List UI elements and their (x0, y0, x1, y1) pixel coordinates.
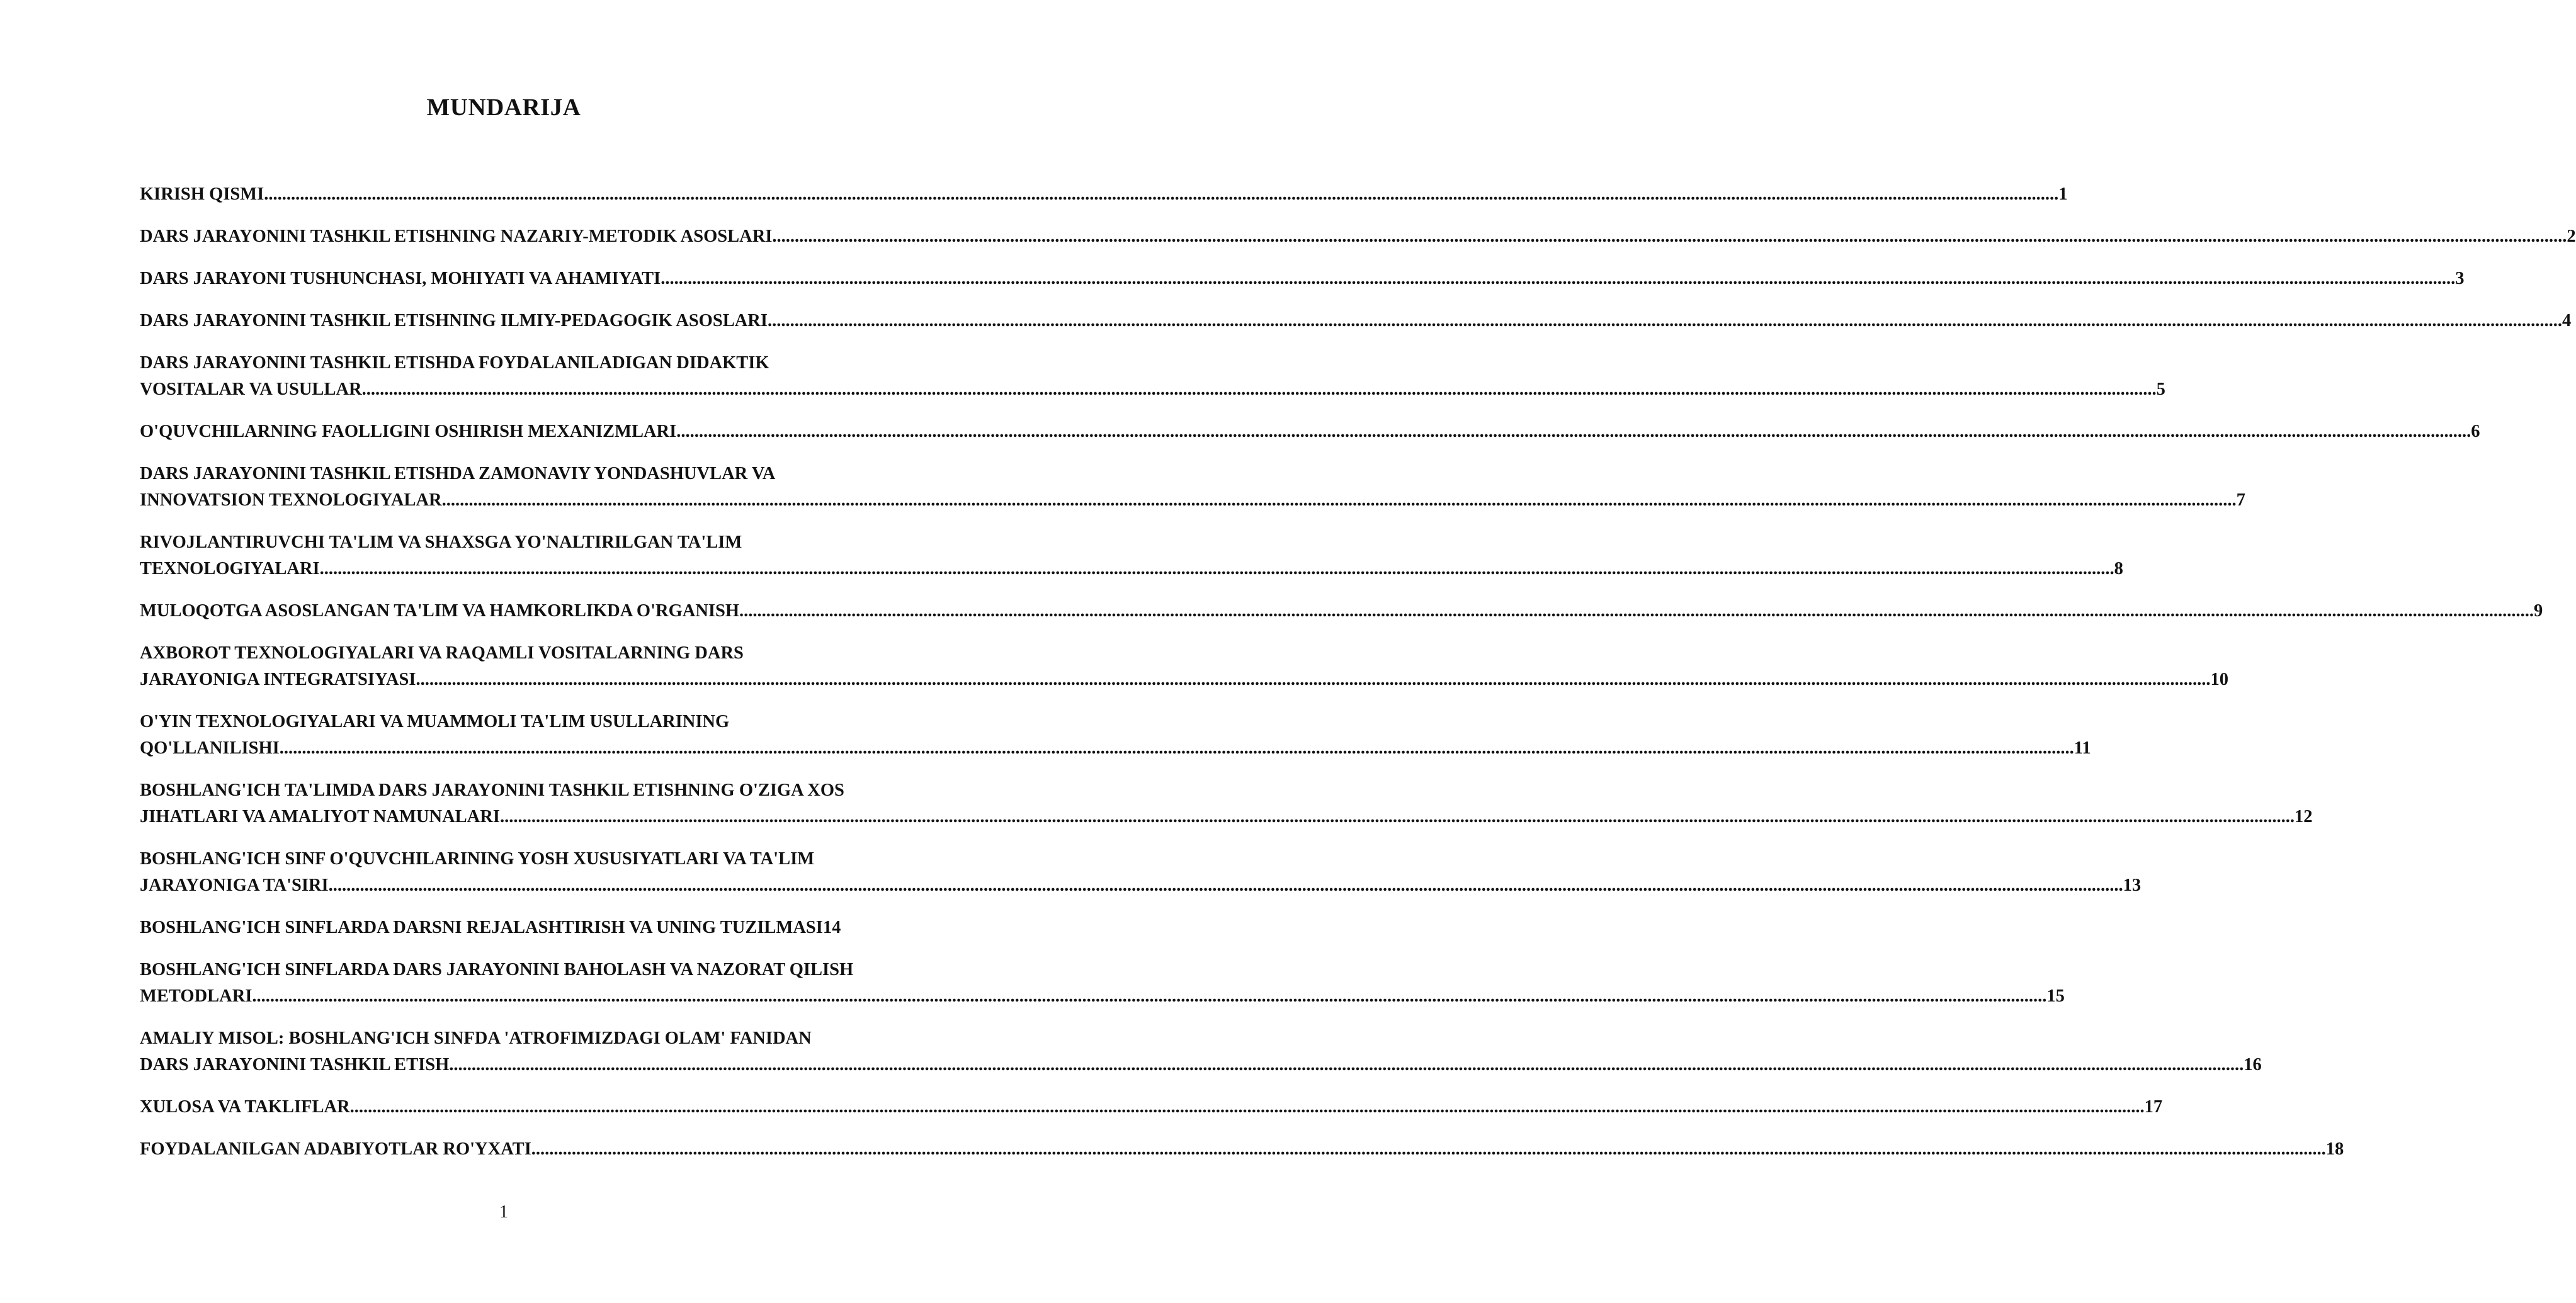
toc-entry-title-continued: QO'LLANILISHI (140, 738, 280, 758)
toc-page-number: 11 (2074, 738, 2091, 758)
dot-leader: ................................................................................................................................................................................................................................................................................................................................................................................................................ (349, 1097, 2145, 1117)
toc-entry-leader-line (140, 487, 2245, 514)
toc-entry-leader-line (140, 181, 2068, 208)
toc-page-number: 13 (2123, 876, 2142, 895)
toc-entry[interactable] (140, 461, 2245, 514)
dot-leader: ................................................................................................................................................................................................................................................................................................................................................................................................................ (416, 670, 2211, 689)
toc-entry-title: AMALIY MISOL: BOSHLANG'ICH SINFDA 'ATROFIMIZDAGI OLAM' FANIDAN (140, 1029, 812, 1048)
toc-entry-title-continued: JARAYONIGA TA'SIRI (140, 876, 329, 895)
toc-entry[interactable] (140, 419, 2480, 445)
toc-entry-leader-line (140, 598, 2543, 624)
toc-entry-leader-line (140, 872, 2142, 899)
toc-entry[interactable] (140, 1094, 2163, 1120)
toc-entry-title: DARS JARAYONINI TASHKIL ETISHDA ZAMONAVIY YONDASHUVLAR VA (140, 464, 776, 483)
dot-leader: ................................................................................................................................................................................................................................................................................................................................................................................................................ (661, 269, 2456, 288)
toc-entry-leader-line (140, 735, 2091, 762)
toc-entry[interactable] (140, 709, 2091, 762)
toc-entry-title: KIRISH QISMI (140, 184, 264, 204)
toc-entry[interactable] (140, 1025, 2262, 1078)
toc-entry-leader-line (140, 376, 2165, 403)
page-title: MUNDARIJA (426, 94, 581, 121)
toc-entry-title: DARS JARAYONINI TASHKIL ETISHNING NAZARIY-METODIK ASOSLARI (140, 227, 773, 246)
toc-entry-leader-line (140, 419, 2480, 445)
toc-entry-title-continued: TEXNOLOGIYALARI (140, 559, 320, 578)
toc-entry[interactable] (140, 640, 2228, 693)
toc-entry-leader-line (140, 1052, 2262, 1078)
toc-entry[interactable] (140, 1136, 2344, 1163)
toc-page-number: 15 (2046, 986, 2065, 1006)
toc-page-number: 12 (2294, 807, 2313, 826)
page-number: 1 (499, 1202, 508, 1222)
toc-entry-title-continued: DARS JARAYONINI TASHKIL ETISH (140, 1055, 450, 1075)
dot-leader: ................................................................................................................................................................................................................................................................................................................................................................................................................ (531, 1139, 2326, 1159)
dot-leader: ................................................................................................................................................................................................................................................................................................................................................................................................................ (739, 601, 2534, 621)
toc-entry-leader-line (140, 1136, 2344, 1163)
toc-page-number: 1 (2058, 184, 2068, 204)
dot-leader: ................................................................................................................................................................................................................................................................................................................................................................................................................ (319, 559, 2114, 578)
dot-leader: ................................................................................................................................................................................................................................................................................................................................................................................................................ (328, 876, 2123, 895)
dot-leader: ................................................................................................................................................................................................................................................................................................................................................................................................................ (361, 380, 2157, 399)
toc-entry-title: O'YIN TEXNOLOGIYALARI VA MUAMMOLI TA'LIM USULLARINING (140, 712, 730, 731)
toc-page-number: 14 (822, 918, 841, 937)
toc-entry-leader-line (140, 308, 2572, 334)
toc-entry-leader-line (140, 804, 2313, 830)
dot-leader: ................................................................................................................................................................................................................................................................................................................................................................................................................ (676, 422, 2471, 441)
toc-entry[interactable] (140, 529, 2123, 582)
dot-leader: ................................................................................................................................................................................................................................................................................................................................................................................................................ (279, 738, 2074, 758)
toc-entry-title: BOSHLANG'ICH SINFLARDA DARSNI REJALASHTIRISH VA UNING TUZILMASI (140, 918, 823, 937)
dot-leader: ................................................................................................................................................................................................................................................................................................................................................................................................................ (772, 227, 2567, 246)
toc-entry[interactable] (140, 223, 2576, 250)
toc-page-number: 2 (2567, 227, 2576, 246)
toc-entry-leader-line (140, 667, 2228, 693)
toc-entry[interactable] (140, 266, 2465, 292)
toc-entry[interactable] (140, 181, 2068, 208)
toc-page-number: 10 (2210, 670, 2228, 689)
toc-page-number: 7 (2236, 490, 2245, 510)
dot-leader: ................................................................................................................................................................................................................................................................................................................................................................................................................ (449, 1055, 2244, 1075)
toc-page-number: 17 (2144, 1097, 2163, 1117)
toc-page-number: 6 (2471, 422, 2480, 441)
toc-entry-title-continued: JIHATLARI VA AMALIYOT NAMUNALARI (140, 807, 500, 826)
toc-entry-leader-line (140, 223, 2576, 250)
toc-entry-title-continued: INNOVATSION TEXNOLOGIYALAR (140, 490, 442, 510)
dot-leader: ................................................................................................................................................................................................................................................................................................................................................................................................................ (264, 184, 2059, 204)
toc-entry[interactable] (140, 957, 2065, 1010)
dot-leader: ................................................................................................................................................................................................................................................................................................................................................................................................................ (441, 490, 2237, 510)
toc-entry-title: AXBOROT TEXNOLOGIYALARI VA RAQAMLI VOSITALARNING DARS (140, 643, 744, 663)
toc-entry-title-continued: VOSITALAR VA USULLAR (140, 380, 362, 399)
toc-entry-leader-line (140, 915, 904, 941)
toc-entry-title: BOSHLANG'ICH SINFLARDA DARS JARAYONINI BAHOLASH VA NAZORAT QILISH (140, 960, 854, 979)
toc-page-number: 18 (2325, 1139, 2344, 1159)
toc-page-number: 16 (2244, 1055, 2262, 1075)
toc-entry-title: BOSHLANG'ICH SINF O'QUVCHILARINING YOSH XUSUSIYATLARI VA TA'LIM (140, 849, 815, 869)
toc-entry-leader-line (140, 266, 2465, 292)
toc-entry-title: RIVOJLANTIRUVCHI TA'LIM VA SHAXSGA YO'NALTIRILGAN TA'LIM (140, 533, 742, 552)
toc-entry[interactable] (140, 308, 2572, 334)
table-of-contents (140, 181, 2576, 1178)
toc-entry[interactable] (140, 350, 2165, 403)
dot-leader: ................................................................................................................................................................................................................................................................................................................................................................................................................ (499, 807, 2295, 826)
toc-entry-title: XULOSA VA TAKLIFLAR (140, 1097, 350, 1117)
toc-entry-title: BOSHLANG'ICH TA'LIMDA DARS JARAYONINI TASHKIL ETISHNING O'ZIGA XOS (140, 781, 844, 800)
toc-entry-title: DARS JARAYONINI TASHKIL ETISHDA FOYDALANILADIGAN DIDAKTIK (140, 353, 769, 373)
toc-page-number: 9 (2534, 601, 2543, 621)
toc-entry-title-continued: METODLARI (140, 986, 252, 1006)
toc-entry[interactable] (140, 846, 2142, 899)
toc-entry-title: MULOQOTGA ASOSLANGAN TA'LIM VA HAMKORLIKDA O'RGANISH (140, 601, 740, 621)
toc-page-number: 5 (2156, 380, 2165, 399)
toc-entry-title-continued: JARAYONIGA INTEGRATSIYASI (140, 670, 416, 689)
toc-entry[interactable] (140, 777, 2313, 830)
toc-entry-title: O'QUVCHILARNING FAOLLIGINI OSHIRISH MEXANIZMLARI (140, 422, 677, 441)
dot-leader: ................................................................................................................................................................................................................................................................................................................................................................................................................ (767, 311, 2562, 330)
toc-entry[interactable] (140, 915, 921, 941)
toc-entry[interactable] (140, 598, 2543, 624)
toc-entry-leader-line (140, 983, 2065, 1010)
toc-entry-title: DARS JARAYONI TUSHUNCHASI, MOHIYATI VA AHAMIYATI (140, 269, 661, 288)
toc-page-number: 4 (2562, 311, 2572, 330)
toc-entry-leader-line (140, 1094, 2163, 1120)
toc-entry-title: FOYDALANILGAN ADABIYOTLAR RO'YXATI (140, 1139, 531, 1159)
toc-entry-leader-line (140, 556, 2123, 582)
toc-entry-title: DARS JARAYONINI TASHKIL ETISHNING ILMIY-PEDAGOGIK ASOSLARI (140, 311, 768, 330)
toc-page-number: 8 (2114, 559, 2123, 578)
dot-leader: ................................................................................................................................................................................................................................................................................................................................................................................................................ (252, 986, 2047, 1006)
toc-page-number: 3 (2455, 269, 2465, 288)
